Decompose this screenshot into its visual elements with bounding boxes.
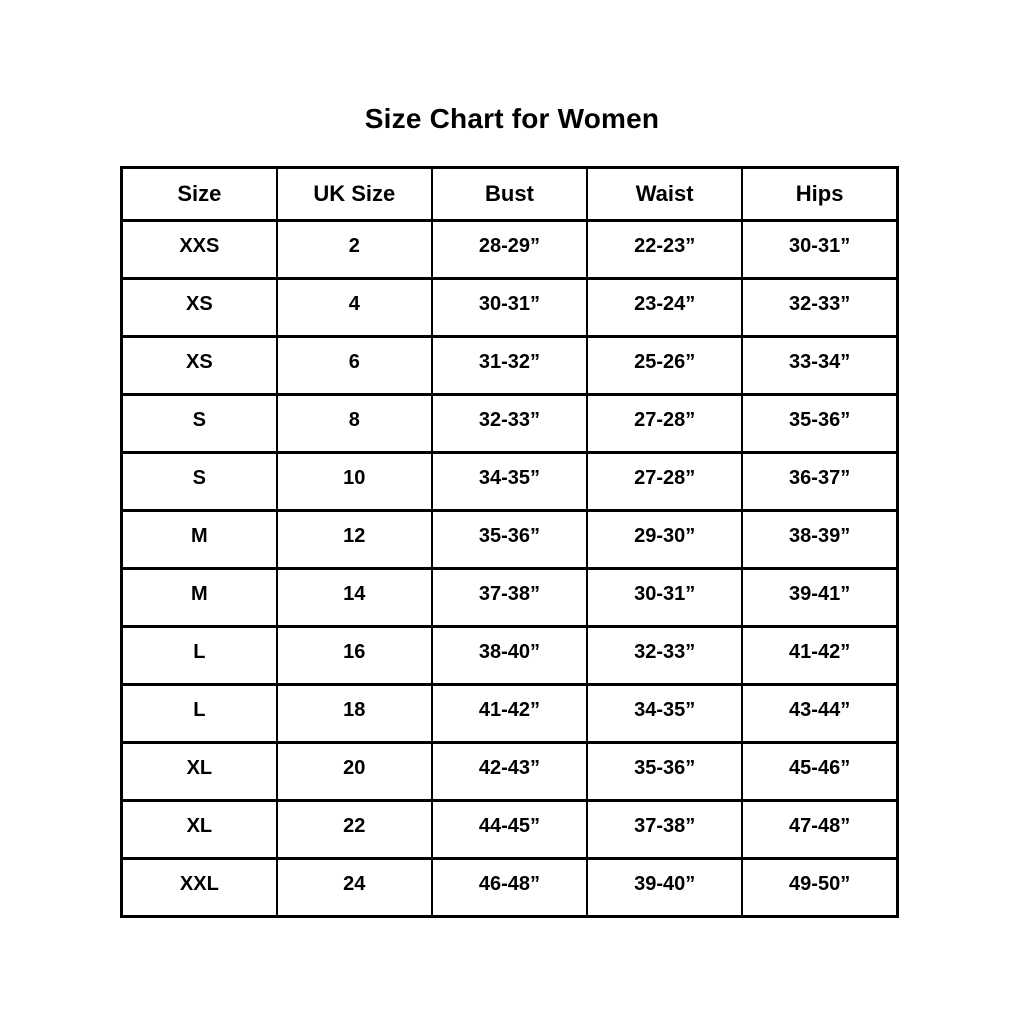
table-row [122,511,898,569]
cell-hips: 41-42” [742,627,897,685]
cell-bust: 41-42” [432,685,587,743]
cell-uk-size: 10 [277,453,432,511]
cell-waist: 35-36” [587,743,742,801]
table-row [122,395,898,453]
cell-waist: 32-33” [587,627,742,685]
cell-uk-size: 4 [277,279,432,337]
size-chart-table [120,166,899,918]
cell-hips: 36-37” [742,453,897,511]
cell-size: XXL [122,859,277,917]
cell-hips: 35-36” [742,395,897,453]
table-row [122,569,898,627]
cell-waist: 29-30” [587,511,742,569]
column-header-uk-size: UK Size [277,168,432,221]
table-row [122,685,898,743]
cell-bust: 28-29” [432,221,587,279]
cell-waist: 39-40” [587,859,742,917]
cell-size: M [122,511,277,569]
cell-bust: 35-36” [432,511,587,569]
cell-size: XL [122,743,277,801]
cell-uk-size: 24 [277,859,432,917]
cell-bust: 42-43” [432,743,587,801]
cell-uk-size: 20 [277,743,432,801]
cell-uk-size: 2 [277,221,432,279]
cell-bust: 30-31” [432,279,587,337]
table-row [122,627,898,685]
cell-hips: 38-39” [742,511,897,569]
cell-uk-size: 12 [277,511,432,569]
column-header-waist: Waist [587,168,742,221]
cell-uk-size: 8 [277,395,432,453]
column-header-bust: Bust [432,168,587,221]
cell-hips: 49-50” [742,859,897,917]
cell-waist: 25-26” [587,337,742,395]
cell-waist: 27-28” [587,395,742,453]
cell-hips: 43-44” [742,685,897,743]
page-title: Size Chart for Women [364,103,660,134]
cell-size: S [122,453,277,511]
cell-waist: 23-24” [587,279,742,337]
cell-waist: 37-38” [587,801,742,859]
cell-bust: 38-40” [432,627,587,685]
cell-size: XS [122,337,277,395]
cell-uk-size: 22 [277,801,432,859]
column-header-hips: Hips [742,168,897,221]
cell-size: XXS [122,221,277,279]
cell-size: L [122,685,277,743]
cell-hips: 33-34” [742,337,897,395]
cell-hips: 39-41” [742,569,897,627]
cell-waist: 27-28” [587,453,742,511]
cell-uk-size: 16 [277,627,432,685]
cell-size: XS [122,279,277,337]
cell-uk-size: 14 [277,569,432,627]
cell-bust: 44-45” [432,801,587,859]
table-row [122,337,898,395]
cell-bust: 31-32” [432,337,587,395]
cell-bust: 32-33” [432,395,587,453]
table-row [122,279,898,337]
cell-bust: 34-35” [432,453,587,511]
cell-waist: 30-31” [587,569,742,627]
table-row [122,221,898,279]
cell-bust: 37-38” [432,569,587,627]
cell-waist: 22-23” [587,221,742,279]
cell-waist: 34-35” [587,685,742,743]
cell-size: L [122,627,277,685]
cell-uk-size: 18 [277,685,432,743]
header-row [122,168,898,221]
cell-uk-size: 6 [277,337,432,395]
table-row [122,801,898,859]
cell-size: XL [122,801,277,859]
cell-hips: 30-31” [742,221,897,279]
table-row [122,743,898,801]
column-header-size: Size [122,168,277,221]
cell-hips: 47-48” [742,801,897,859]
table-row [122,859,898,917]
cell-size: S [122,395,277,453]
table-row [122,453,898,511]
cell-hips: 32-33” [742,279,897,337]
cell-hips: 45-46” [742,743,897,801]
cell-bust: 46-48” [432,859,587,917]
cell-size: M [122,569,277,627]
